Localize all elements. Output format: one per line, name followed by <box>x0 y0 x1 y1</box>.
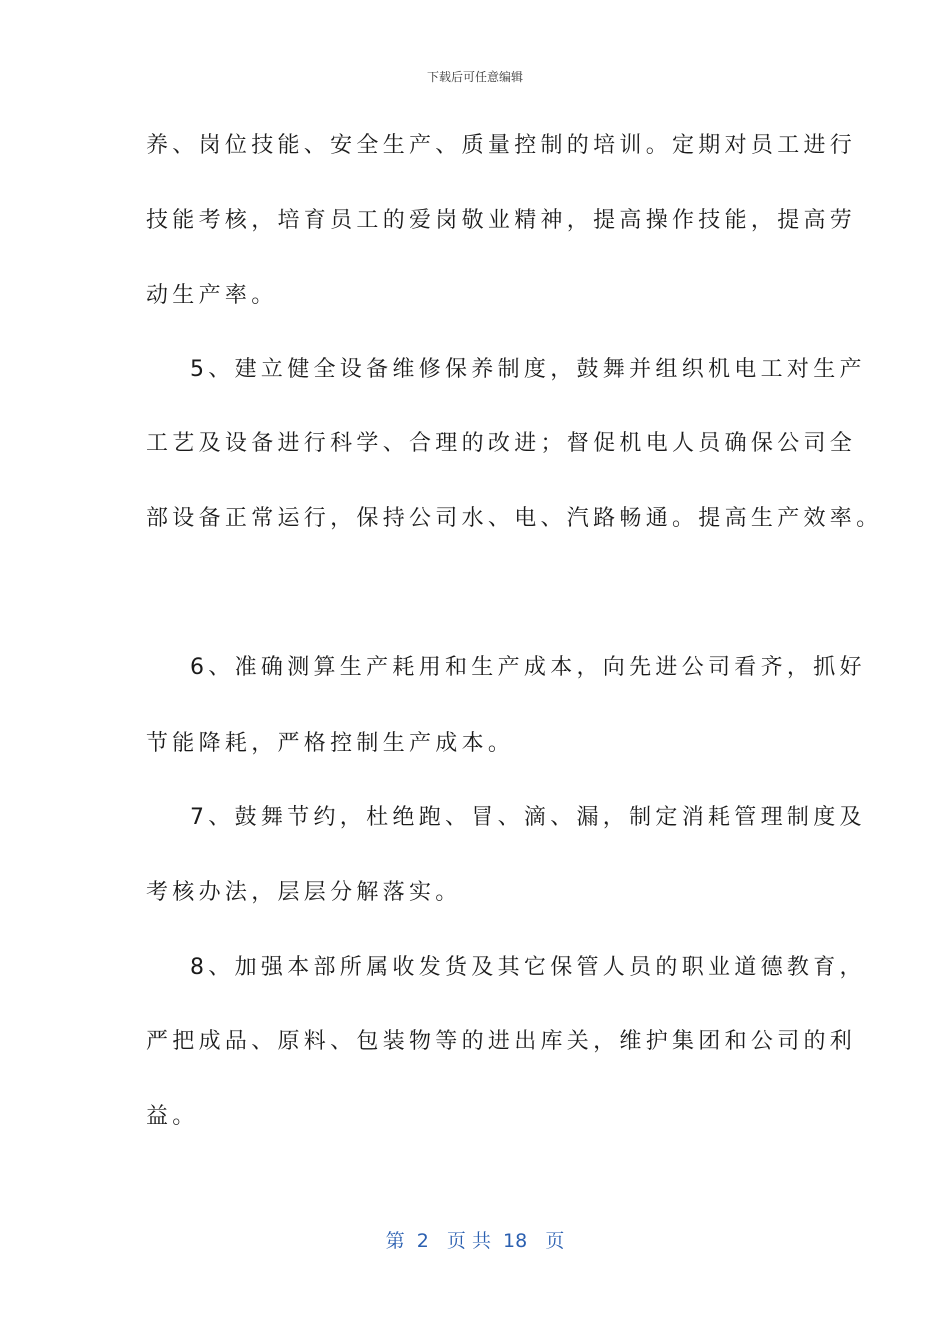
paragraph-line: 6、准确测算生产耗用和生产成本，向先进公司看齐，抓好 <box>190 655 866 680</box>
paragraph-line: 益。 <box>146 1104 199 1129</box>
paragraph-line: 技能考核，培育员工的爱岗敬业精神，提高操作技能，提高劳 <box>146 208 857 233</box>
header-note: 下载后可任意编辑 <box>426 70 523 84</box>
page-number-footer: 第 2 页 共 18 页 <box>385 1230 565 1252</box>
paragraph-line: 考核办法，层层分解落实。 <box>146 880 462 905</box>
paragraph-line: 工艺及设备进行科学、合理的改进；督促机电人员确保公司全 <box>146 431 857 456</box>
paragraph-line: 节能降耗，严格控制生产成本。 <box>146 731 515 756</box>
paragraph-line: 5、建立健全设备维修保养制度，鼓舞并组织机电工对生产 <box>190 357 866 382</box>
paragraph-line: 7、鼓舞节约，杜绝跑、冒、滴、漏，制定消耗管理制度及 <box>190 805 866 830</box>
paragraph-line: 养、岗位技能、安全生产、质量控制的培训。定期对员工进行 <box>146 133 857 158</box>
paragraph-line: 动生产率。 <box>146 283 278 308</box>
paragraph-line: 8、加强本部所属收发货及其它保管人员的职业道德教育， <box>190 955 866 980</box>
paragraph-line: 严把成品、原料、包装物等的进出库关，维护集团和公司的利 <box>146 1029 857 1054</box>
paragraph-line: 部设备正常运行，保持公司水、电、汽路畅通。提高生产效率。 <box>146 506 883 531</box>
